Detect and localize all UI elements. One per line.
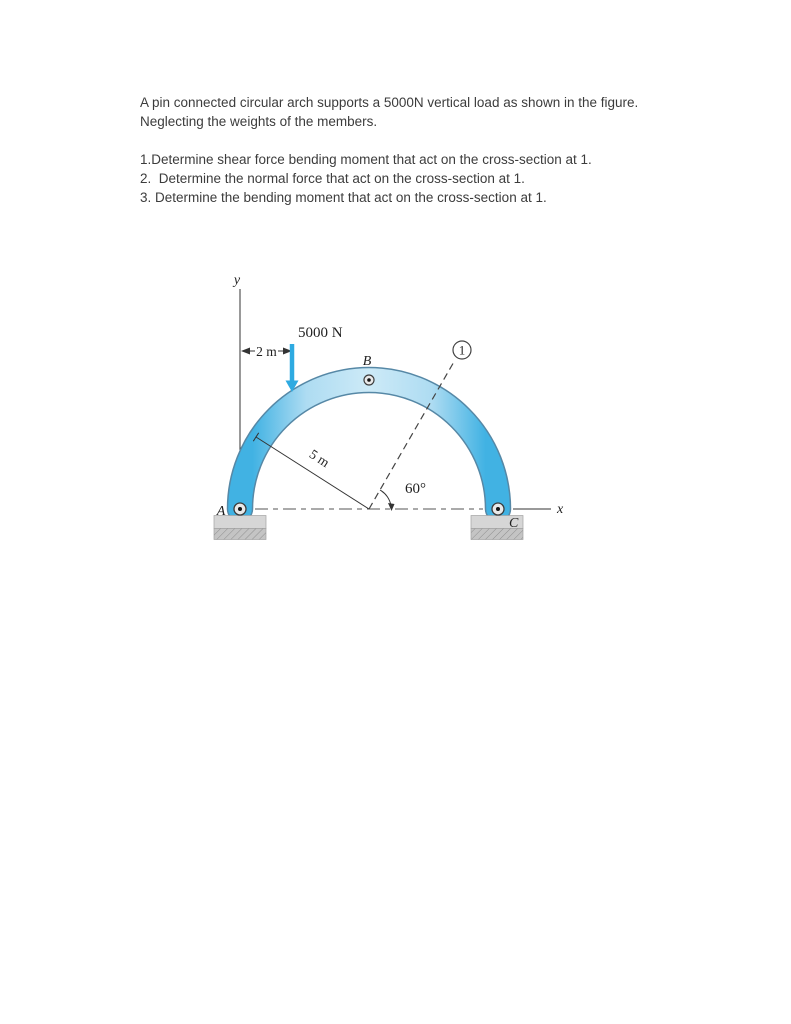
pin-b-icon [364, 375, 374, 385]
angle-arc-arrowhead-icon [388, 503, 395, 511]
question-list [140, 150, 720, 207]
section-marker-label: 1 [458, 342, 466, 358]
x-axis-label: x [557, 502, 564, 517]
radius-label: 5 m [306, 446, 333, 471]
arch-member-outline [240, 380, 498, 509]
pin-c-icon [492, 503, 504, 515]
pin-a-icon [234, 503, 246, 515]
intro-line-2: Neglecting the weights of the members. [140, 114, 378, 129]
question-3: 3. Determine the bending moment that act on the cross-section at 1. [140, 190, 547, 205]
angle-label: 60° [405, 481, 426, 497]
dim-arrow-left-icon [241, 348, 250, 355]
question-1: 1.Determine shear force bending moment that act on the cross-section at 1. [140, 152, 592, 167]
arch-diagram-svg [205, 268, 575, 558]
question-2: 2. Determine the normal force that act on the cross-section at 1. [140, 171, 525, 186]
support-c-label: C [509, 516, 519, 531]
y-axis-label: y [233, 273, 241, 288]
intro-line-1: A pin connected circular arch supports a 5000N vertical load as shown in the figure. [140, 95, 639, 110]
problem-statement [140, 93, 720, 207]
dimension-label: 2 m [256, 344, 277, 359]
load-label: 5000 N [298, 325, 343, 341]
support-a-hatch [214, 529, 266, 540]
support-a [214, 516, 266, 540]
radius-line [256, 437, 369, 509]
apex-label: B [362, 354, 372, 369]
arch-figure [205, 268, 575, 558]
support-a-label: A [216, 504, 226, 519]
